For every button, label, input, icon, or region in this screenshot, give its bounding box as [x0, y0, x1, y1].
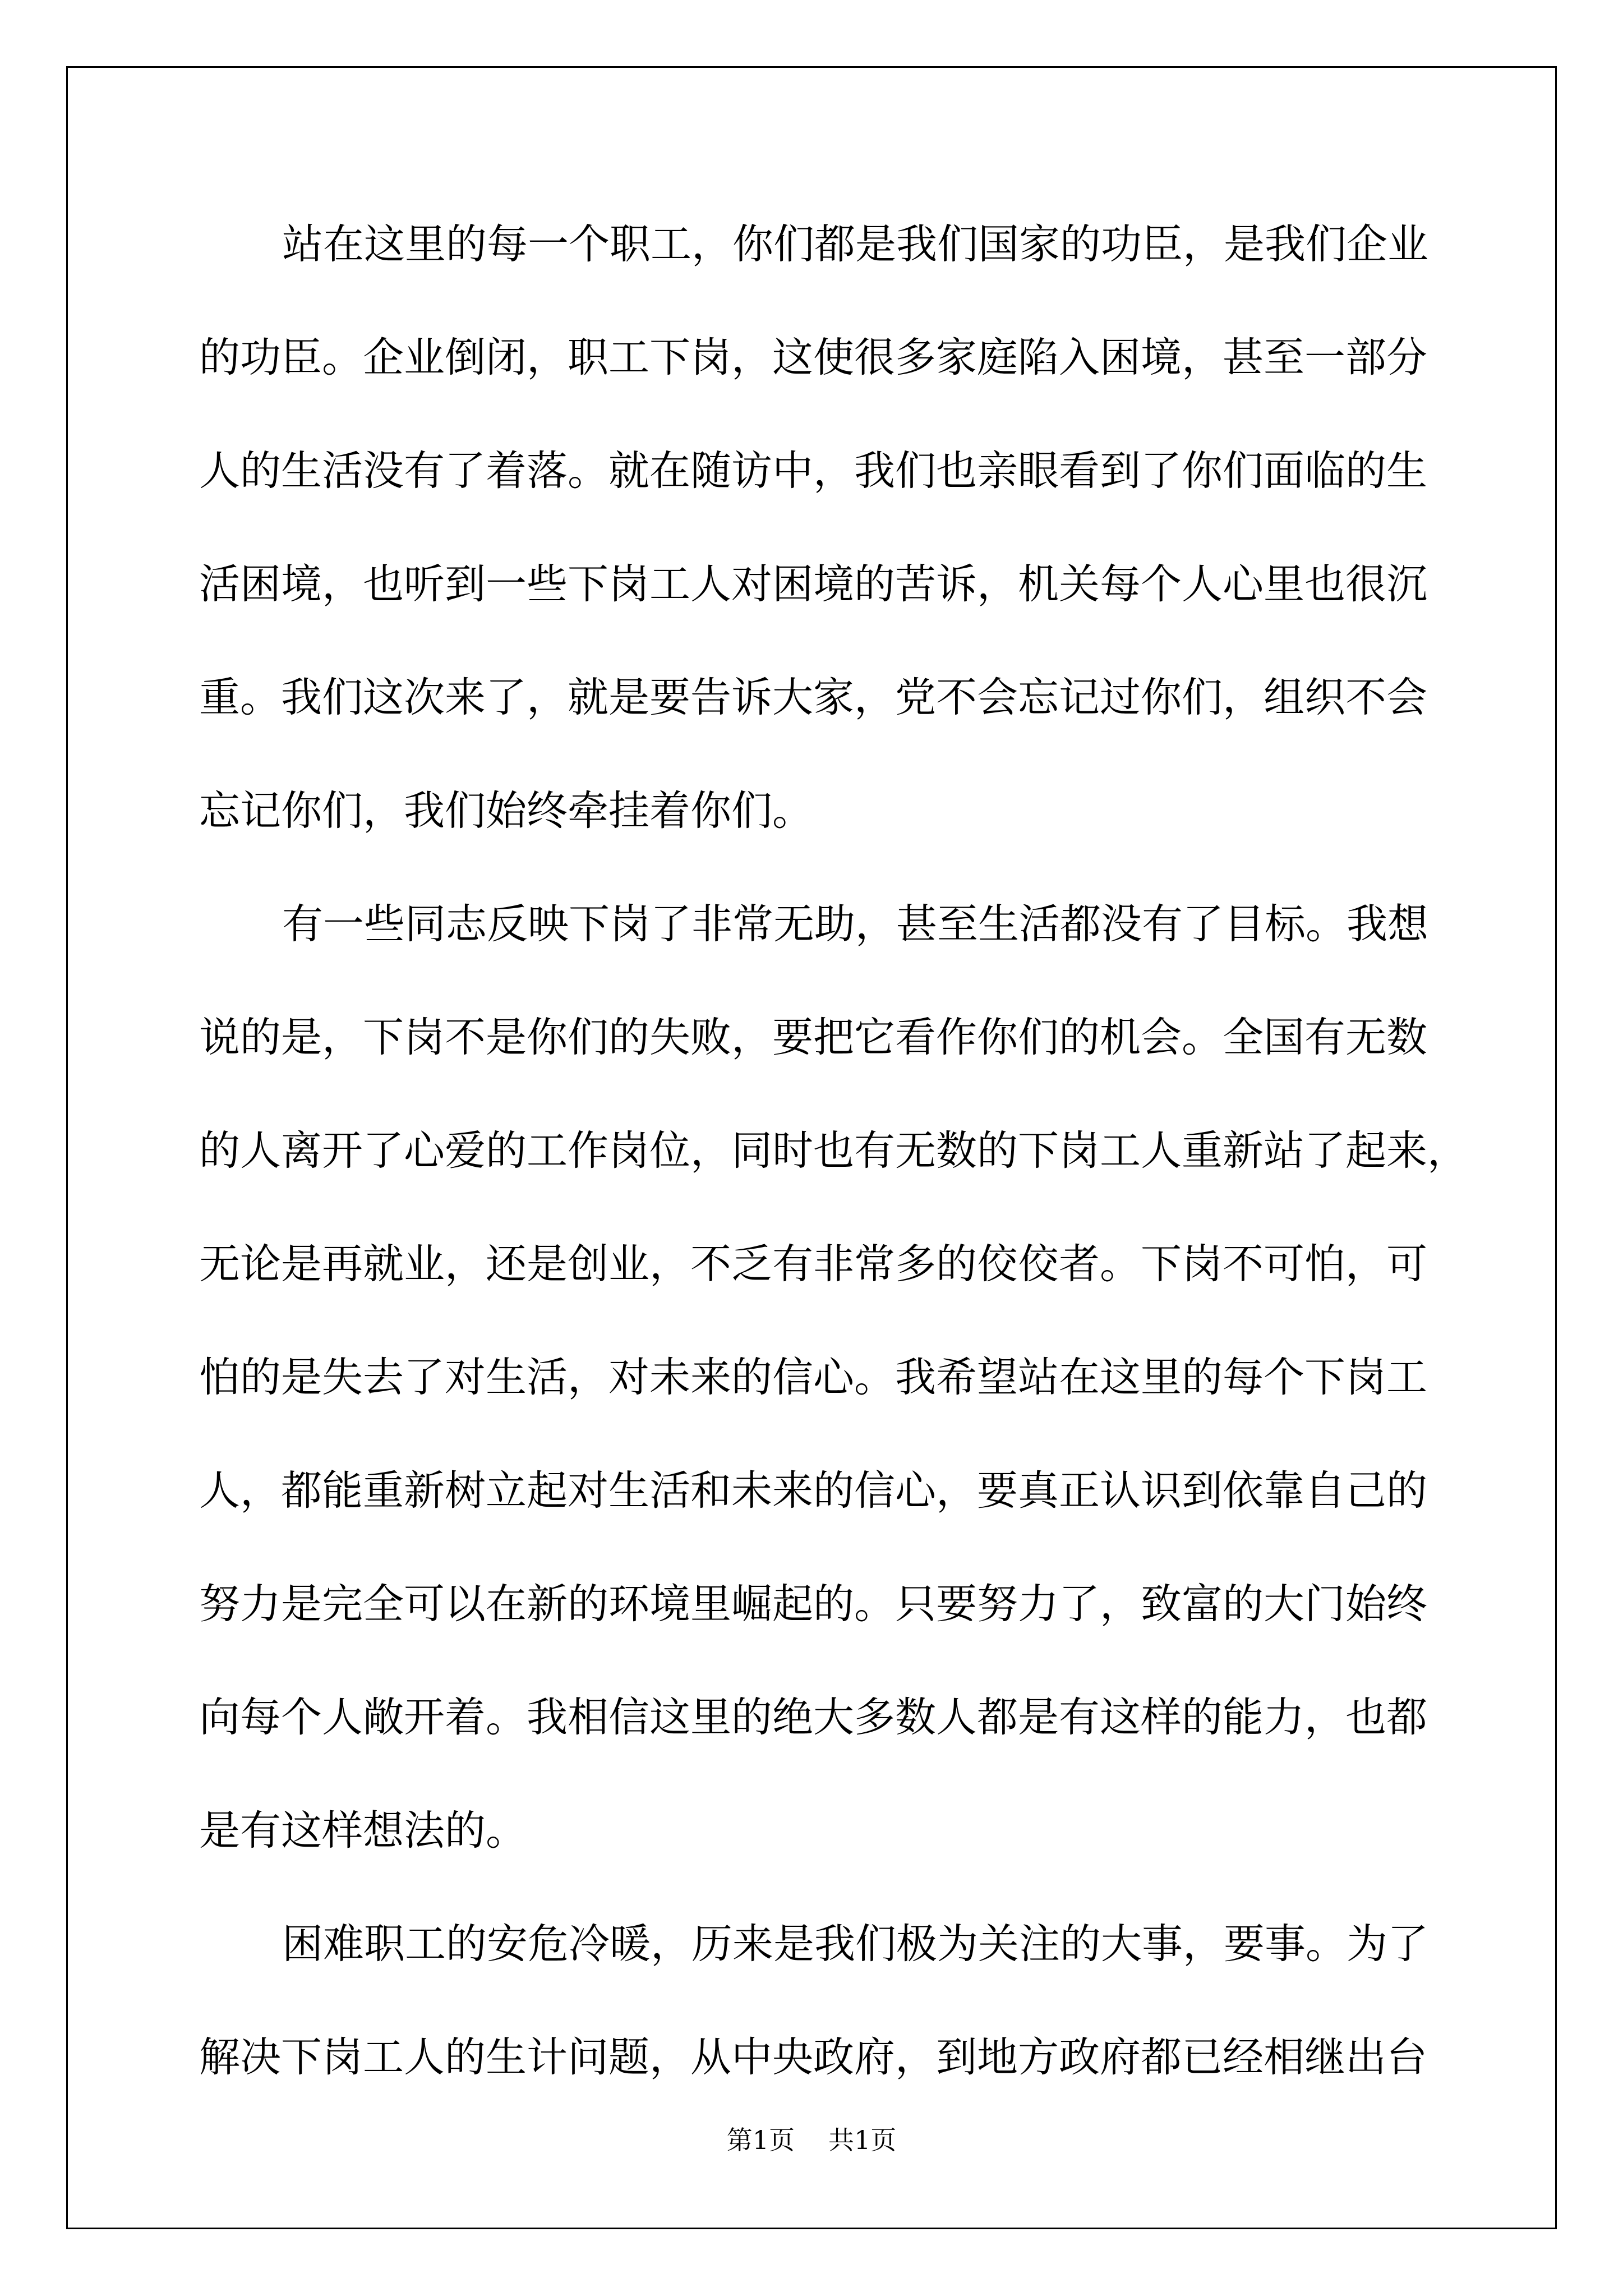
paragraph-line: 忘记你们，我们始终牵挂着你们。	[199, 787, 813, 835]
paragraph-line: 人，都能重新树立起对生活和未来的信心，要真正认识到依靠自己的	[199, 1467, 1427, 1515]
paragraph-line: 站在这里的每一个职工，你们都是我们国家的功臣，是我们企业	[282, 220, 1428, 268]
document-body	[199, 217, 1468, 2143]
paragraph-line: 怕的是失去了对生活，对未来的信心。我希望站在这里的每个下岗工	[199, 1354, 1427, 1401]
page-footer	[0, 2123, 1623, 2157]
page-total: 共1页	[828, 2125, 897, 2155]
paragraph-line: 努力是完全可以在新的环境里崛起的。只要努力了，致富的大门始终	[199, 1580, 1427, 1628]
paragraph-line: 是有这样想法的。	[199, 1807, 527, 1855]
paragraph-line: 解决下岗工人的生计问题，从中央政府，到地方政府都已经相继出台	[199, 2033, 1427, 2081]
paragraph-line: 说的是，下岗不是你们的失败，要把它看作你们的机会。全国有无数	[199, 1014, 1427, 1061]
page-number: 第1页	[726, 2125, 795, 2155]
paragraph-line: 向每个人敞开着。我相信这里的绝大多数人都是有这样的能力，也都	[199, 1694, 1427, 1741]
paragraph-line: 困难职工的安危冷暖，历来是我们极为关注的大事，要事。为了	[282, 1920, 1428, 1968]
paragraph-line: 有一些同志反映下岗了非常无助，甚至生活都没有了目标。我想	[282, 900, 1428, 948]
paragraph-line: 的功臣。企业倒闭，职工下岗，这使很多家庭陷入困境，甚至一部分	[199, 334, 1427, 381]
paragraph-line: 无论是再就业，还是创业，不乏有非常多的佼佼者。下岗不可怕，可	[199, 1240, 1427, 1288]
paragraph-line: 的人离开了心爱的工作岗位，同时也有无数的下岗工人重新站了起来，	[199, 1127, 1468, 1175]
paragraph-line: 活困境，也听到一些下岗工人对困境的苦诉，机关每个人心里也很沉	[199, 560, 1427, 608]
paragraph-line: 人的生活没有了着落。就在随访中，我们也亲眼看到了你们面临的生	[199, 447, 1427, 495]
paragraph-line: 重。我们这次来了，就是要告诉大家，党不会忘记过你们，组织不会	[199, 674, 1427, 721]
